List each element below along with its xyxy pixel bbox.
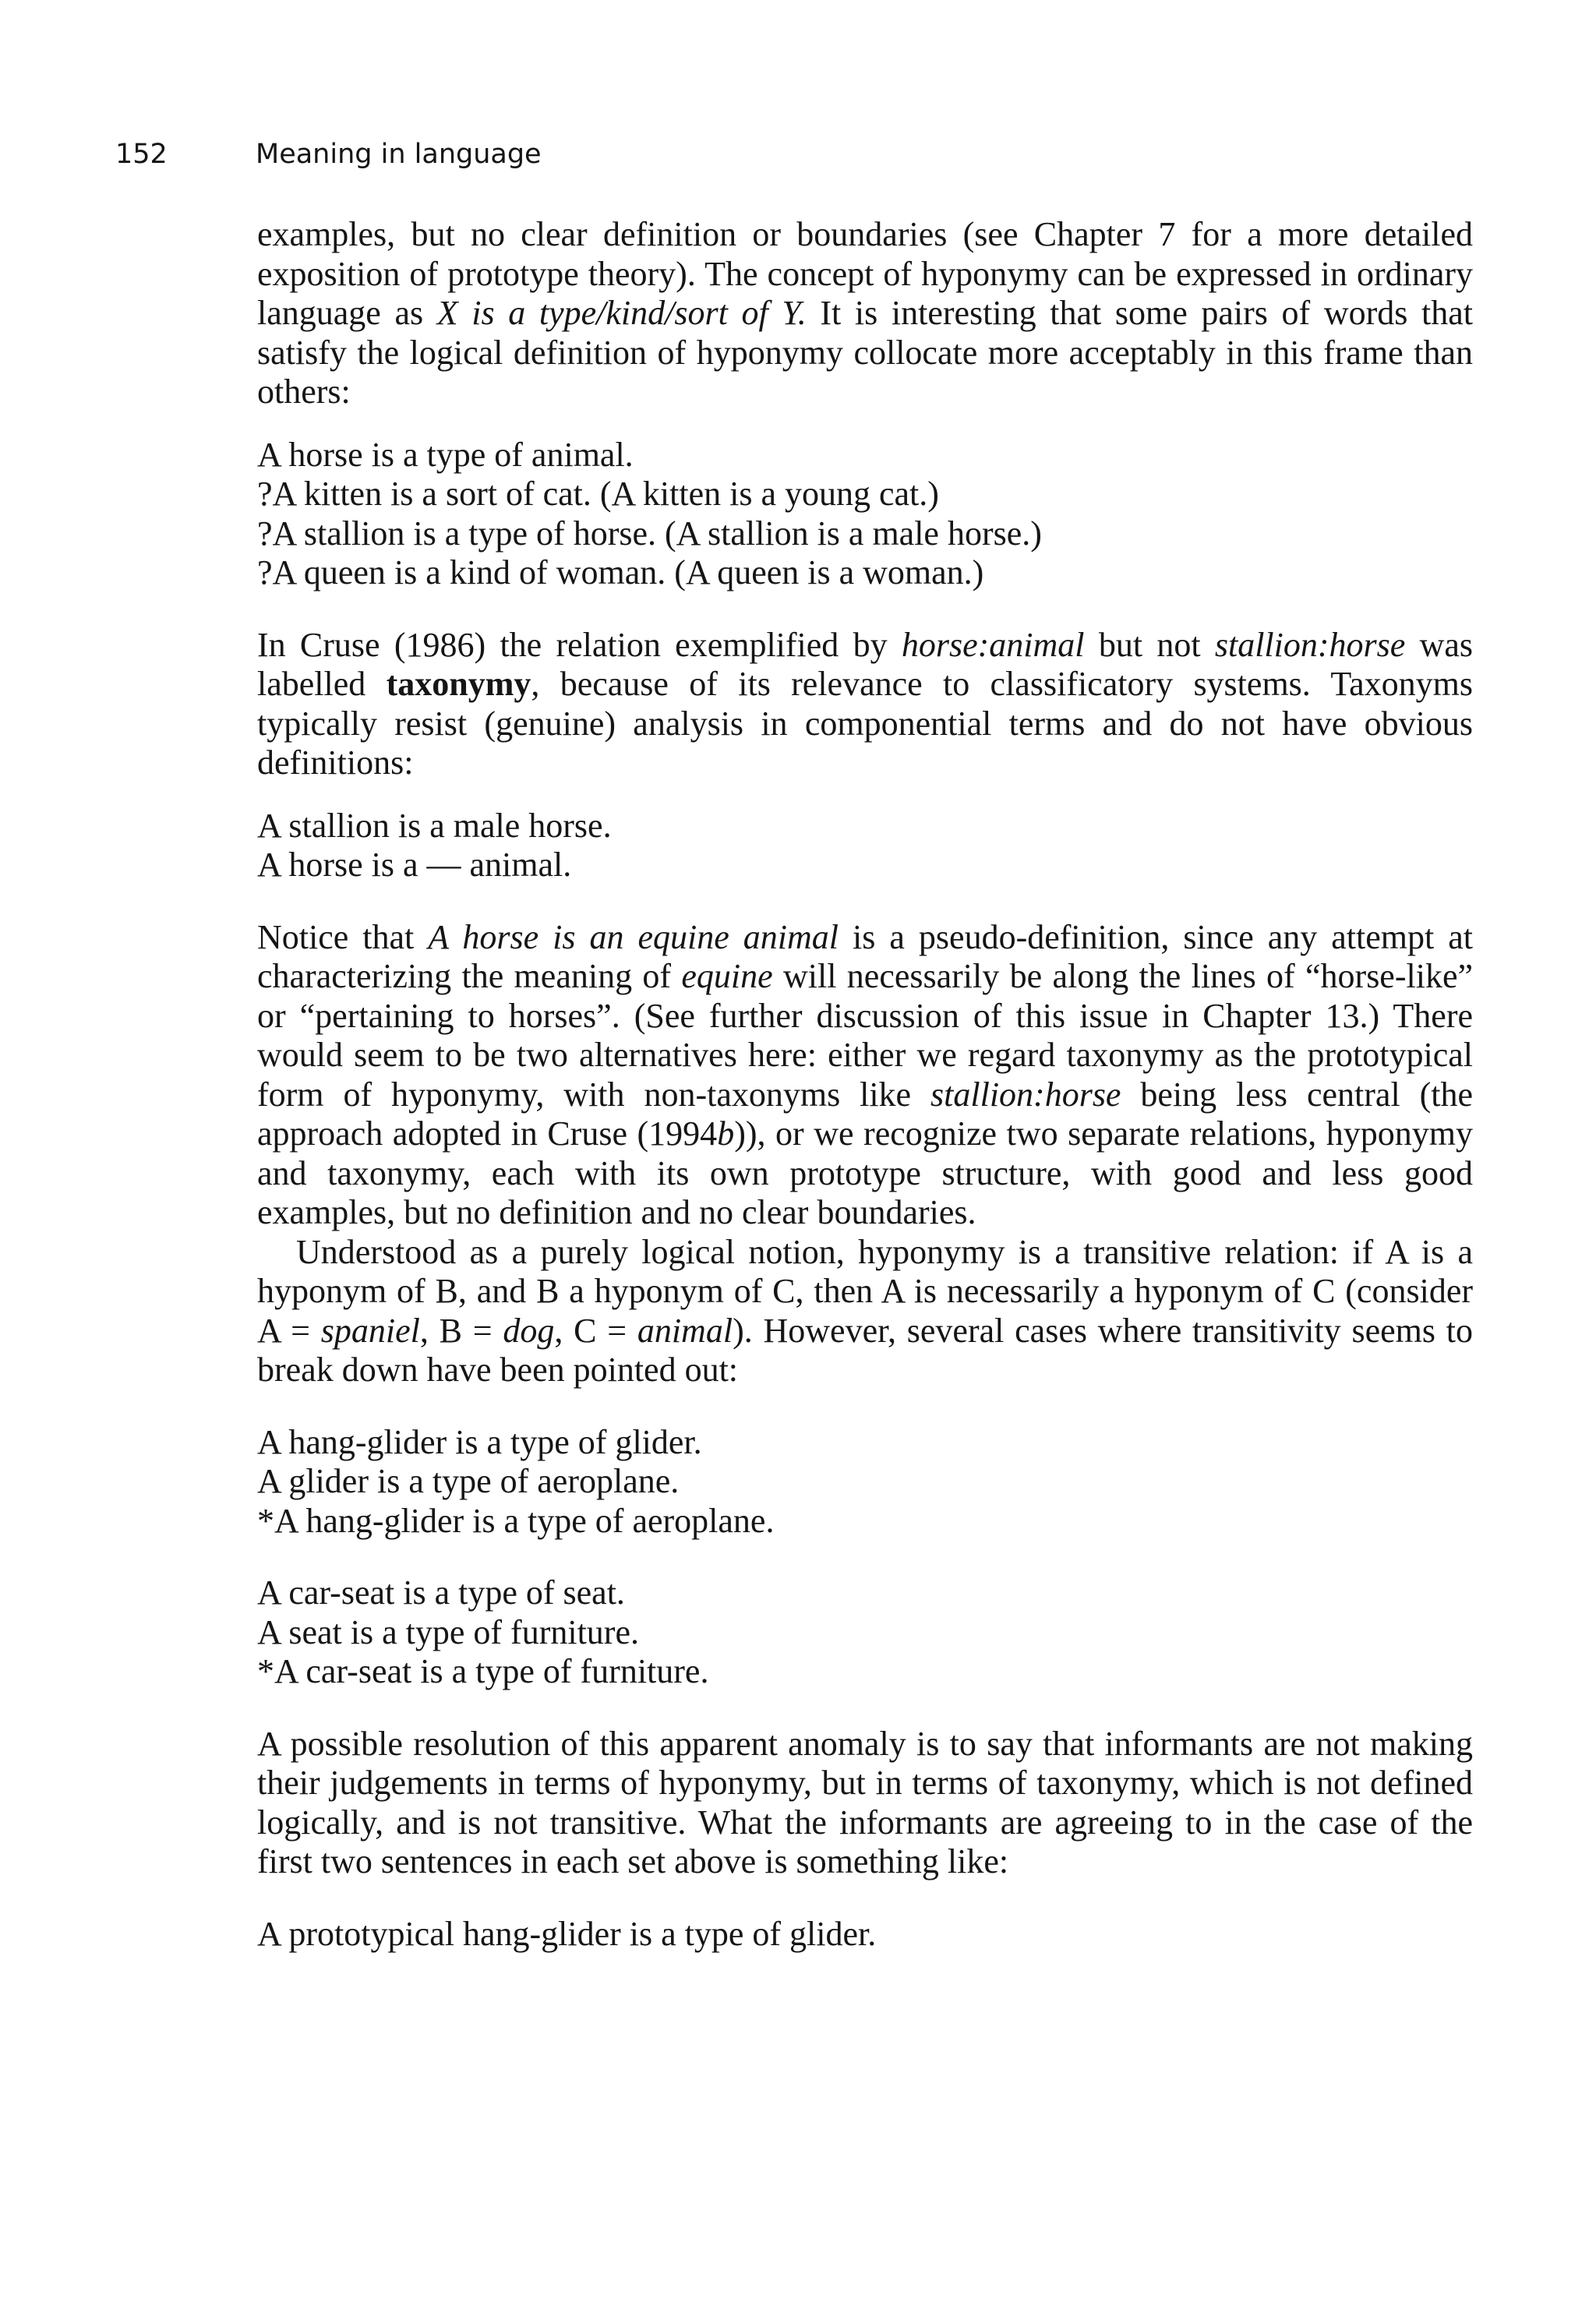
example-line: A prototypical hang-glider is a type of glider. (257, 1914, 877, 1953)
example-line: *A car-seat is a type of furniture. (257, 1652, 709, 1690)
running-title: Meaning in language (256, 139, 542, 170)
paragraph-4-italic-b: spaniel (320, 1311, 420, 1350)
paragraph-4-text-c: , B = (419, 1311, 503, 1350)
paragraph-1-text-c: It is interesting that some pairs of words that satisfy the logical definition of hyponymy collocate more acceptably in this frame than others: (257, 294, 1473, 411)
paragraph-2-italic-b: horse:animal (901, 625, 1085, 664)
paragraph-2-text-e: was labelled (257, 625, 1474, 703)
example-line: A seat is a type of furniture. (257, 1612, 639, 1651)
paragraph-3-italic-b: A horse is an equine animal (428, 917, 839, 956)
paragraph-1-text-a: examples, but no clear definition or boundaries (see Chapter 7 for a more detailed exposition of prototype theory). The concept of hyponymy can be expressed in ordinary language as (257, 215, 1473, 332)
term-taxonymy: taxonymy (386, 665, 531, 703)
example-line: ?A stallion is a type of horse. (A stallion is a male horse.) (257, 514, 1042, 553)
paragraph-3-text-e: will necessarily be along the lines of “horse-like” or “pertaining to horses”. (See further discussion of this issue in Chapter 13.) There would seem to be two alternatives here: either we regard taxonymy as the prototypical form of hyponymy, with non-taxonyms like (257, 957, 1474, 1114)
text-block (257, 215, 1473, 1954)
example-line: ?A queen is a kind of woman. (A queen is a woman.) (257, 553, 984, 592)
example-line: A stallion is a male horse. (257, 806, 612, 845)
example-set-4 (257, 1573, 1473, 1692)
paragraph-1 (257, 215, 1473, 412)
paragraph-3-italic-f: stallion:horse (930, 1075, 1121, 1114)
paragraph-3-italic-d: equine (681, 957, 773, 995)
example-line: A car-seat is a type of seat. (257, 1573, 625, 1612)
example-line: A horse is a — animal. (257, 846, 572, 884)
paragraph-3-italic-h: b (717, 1114, 735, 1153)
paragraph-4-text-a: Understood as a purely logical notion, hyponymy is a transitive relation: if A is a hyponym of B, and B a hyponym of C, then A is necessarily a hyponym of C (consider A = (257, 1232, 1473, 1350)
example-line: A hang-glider is a type of glider. (257, 1422, 702, 1461)
example-line: A glider is a type of aeroplane. (257, 1462, 680, 1500)
example-line: ?A kitten is a sort of cat. (A kitten is a young cat.) (257, 475, 939, 513)
paragraph-5: A possible resolution of this apparent anomaly is to say that informants are not making their judgements in terms of hyponymy, but in terms of taxonymy, which is not defined logically, and is not transitive. What the informants are agreeing to in the case of the first two sentences in each set above is something like: (257, 1724, 1473, 1881)
paragraph-4-italic-f: animal (637, 1311, 733, 1350)
paragraph-1-italic-frame: X is a type/kind/sort of Y. (436, 294, 807, 332)
paragraph-2-text-g: , because of its relevance to classificatory systems. Taxonyms typically resist (genuine) analysis in componential terms and do not have obvious definitions: (257, 665, 1473, 782)
paragraph-3 (257, 918, 1473, 1233)
paragraph-2-text-a: In Cruse (1986) the relation exemplified by (257, 625, 902, 664)
example-set-3 (257, 1423, 1473, 1541)
paragraph-4-italic-d: dog (503, 1311, 555, 1350)
example-set-2 (257, 807, 1473, 885)
paragraph-2-text-c: but not (1084, 625, 1215, 664)
paragraph-4 (257, 1233, 1473, 1390)
paragraph-2 (257, 626, 1473, 783)
example-line: *A hang-glider is a type of aeroplane. (257, 1501, 775, 1540)
paragraph-3-text-g: being less central (the approach adopted in Cruse (1994 (257, 1075, 1473, 1153)
running-head (115, 139, 542, 170)
example-set-5 (257, 1915, 1473, 1955)
paragraph-4-text-g: ). However, several cases where transitivity seems to break down have been pointed out: (257, 1311, 1473, 1389)
paragraph-4-text-e: , C = (554, 1311, 637, 1350)
paragraph-2-italic-d: stallion:horse (1214, 625, 1406, 664)
page-number: 152 (115, 139, 168, 170)
paragraph-3-text-a: Notice that (257, 917, 429, 956)
paragraph-3-text-c: is a pseudo-definition, since any attempt at characterizing the meaning of (257, 917, 1473, 995)
example-line: A horse is a type of animal. (257, 435, 634, 474)
paragraph-3-text-i: )), or we recognize two separate relations, hyponymy and taxonymy, each with its own prototype structure, with good and less good examples, but no definition and no clear boundaries. (257, 1114, 1474, 1231)
example-set-1 (257, 436, 1473, 593)
